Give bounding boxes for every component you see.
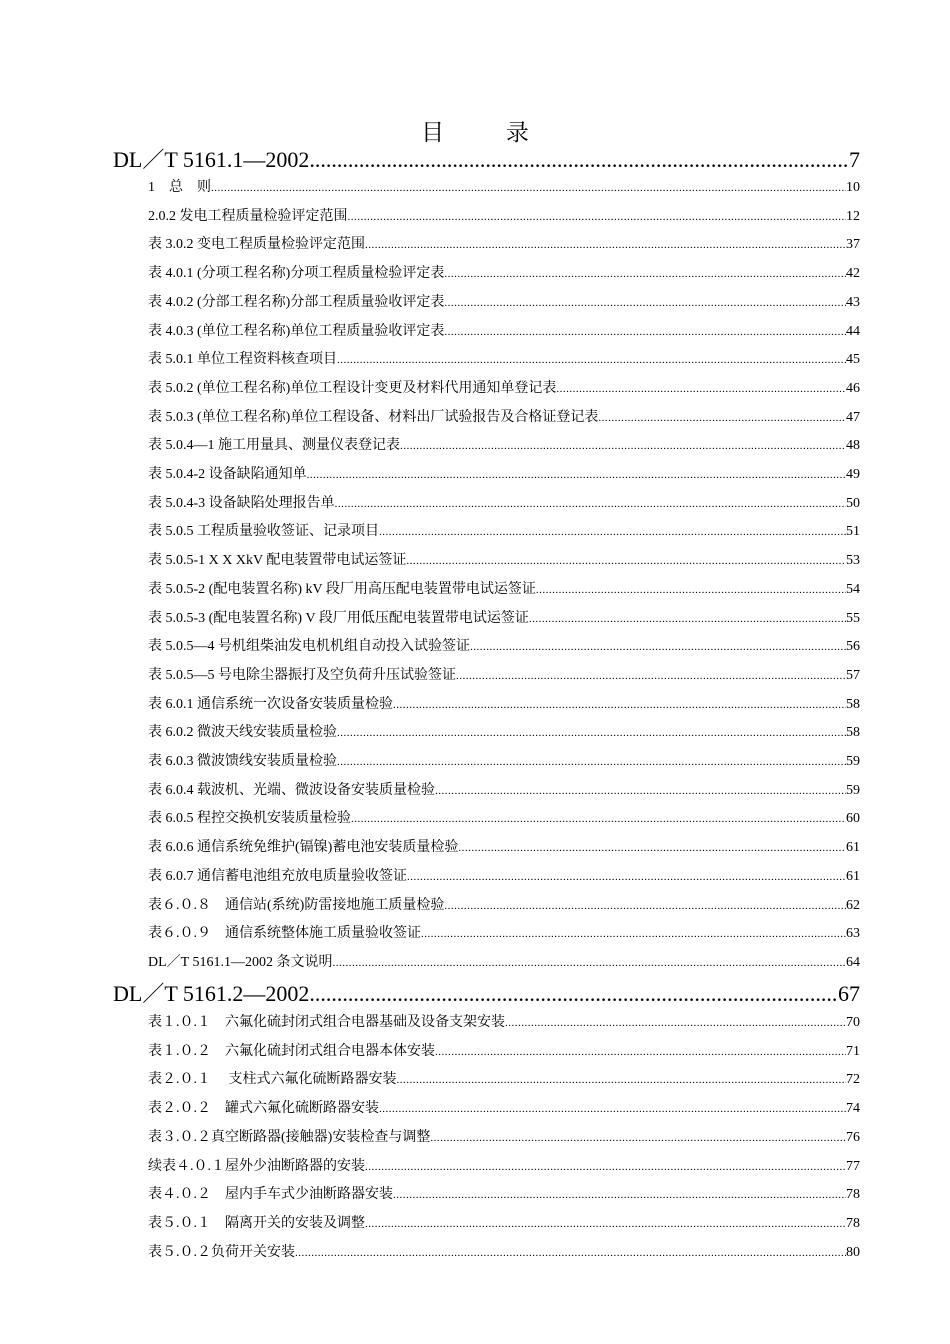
toc-entry[interactable] [148, 865, 860, 887]
toc-entry-label: 表５.０.２负荷开关安装 [148, 1245, 295, 1260]
dot-leader [397, 1074, 847, 1086]
toc-entry[interactable] [148, 492, 860, 514]
toc-entry[interactable] [148, 520, 860, 542]
dot-leader [295, 1247, 846, 1259]
dot-leader [456, 670, 846, 682]
toc-entry-page-number: 61 [846, 869, 860, 884]
toc-entry[interactable] [148, 434, 860, 456]
toc-entry-label: 表５.０.１ 隔离开关的安装及调整 [148, 1216, 365, 1231]
toc-entry-label: 表 6.0.2 微波天线安装质量检验 [148, 725, 337, 740]
toc-entry-page-number: 58 [846, 697, 860, 712]
toc-entry-label: DL／T 5161.1—2002 条文说明 [148, 955, 333, 970]
toc-entry[interactable] [148, 1011, 860, 1033]
toc-entry[interactable] [148, 1155, 860, 1177]
toc-entry[interactable] [148, 721, 860, 743]
toc-entry-label: 表１.０.１ 六氟化硫封闭式组合电器基础及设备支架安装 [148, 1015, 505, 1030]
dot-leader [505, 1017, 846, 1029]
toc-entry-page-number: 50 [846, 496, 860, 511]
toc-entry-page-number: 76 [846, 1130, 860, 1145]
dot-leader [393, 1189, 846, 1201]
toc-entry[interactable] [148, 578, 860, 600]
toc-entry[interactable] [148, 1068, 860, 1090]
dot-leader [430, 1132, 846, 1144]
toc-entry-page-number: 37 [846, 237, 860, 252]
toc-entry[interactable] [148, 664, 860, 686]
toc-entry-page-number: 59 [846, 754, 860, 769]
dot-leader [337, 727, 846, 739]
toc-entry-label: 续表４.０.１屋外少油断路器的安装 [148, 1159, 365, 1174]
toc-entry-label: 表２.０.１ 支柱式六氟化硫断路器安装 [148, 1072, 397, 1087]
toc-entry-page-number: 77 [846, 1159, 860, 1174]
dot-leader [393, 699, 846, 711]
dot-leader [444, 900, 846, 912]
toc-entry[interactable] [148, 1241, 860, 1263]
toc-entry[interactable] [148, 894, 860, 916]
toc-entry-label: 2.0.2 发电工程质量检验评定范围 [148, 209, 348, 224]
toc-entry-page-number: 63 [846, 926, 860, 941]
toc-entry[interactable] [148, 348, 860, 370]
dot-leader [337, 756, 846, 768]
toc-entry-page-number: 56 [846, 639, 860, 654]
toc-entry-page-number: 51 [846, 524, 860, 539]
toc-entry-page-number: 64 [846, 955, 860, 970]
toc-entry-label: 表 6.0.7 通信蓄电池组充放电质量验收签证 [148, 869, 407, 884]
toc-section-heading[interactable] [113, 143, 860, 171]
toc-entry[interactable] [148, 262, 860, 284]
toc-entry[interactable] [148, 750, 860, 772]
toc-entry[interactable] [148, 1183, 860, 1205]
dot-leader [444, 326, 846, 338]
toc-entry[interactable] [148, 1097, 860, 1119]
toc-entry-label: 表 5.0.1 单位工程资料核查项目 [148, 352, 337, 367]
toc-entry-page-number: 49 [846, 467, 860, 482]
dot-leader [365, 1218, 846, 1230]
toc-entry-label: 表 6.0.4 载波机、光端、微波设备安装质量检验 [148, 783, 435, 798]
toc-entry-page-number: 47 [846, 410, 860, 425]
toc-entry[interactable] [148, 922, 860, 944]
toc-entry-page-number: 48 [846, 438, 860, 453]
dot-leader [470, 641, 846, 653]
dot-leader [406, 555, 846, 567]
toc-entry[interactable] [148, 291, 860, 313]
toc-entry[interactable] [148, 549, 860, 571]
toc-entry-label: 表 4.0.1 (分项工程名称)分项工程质量检验评定表 [148, 266, 445, 281]
dot-leader [400, 440, 846, 452]
toc-entry-label: 表 4.0.2 (分部工程名称)分部工程质量验收评定表 [148, 295, 445, 310]
dot-leader [309, 147, 849, 173]
toc-entry-label: 表２.０.２ 罐式六氟化硫断路器安装 [148, 1101, 379, 1116]
toc-entry-page-number: 10 [846, 180, 860, 195]
toc-entry-label: 表 5.0.2 (单位工程名称)单位工程设计变更及材料代用通知单登记表 [148, 381, 557, 396]
toc-entry[interactable] [148, 463, 860, 485]
toc-entry[interactable] [148, 779, 860, 801]
toc-entry[interactable] [148, 205, 860, 227]
toc-entry[interactable] [148, 377, 860, 399]
toc-entry-label: 表 6.0.5 程控交换机安装质量检验 [148, 811, 351, 826]
dot-leader [307, 469, 846, 481]
toc-entry-page-number: 72 [846, 1072, 860, 1087]
toc-entry-page-number: 59 [846, 783, 860, 798]
dot-leader [332, 957, 846, 969]
toc-entry-page-number: 80 [846, 1245, 860, 1260]
toc-entry[interactable] [148, 320, 860, 342]
dot-leader [458, 842, 846, 854]
toc-entry[interactable] [148, 1126, 860, 1148]
dot-leader [407, 871, 846, 883]
toc-entry-page-number: 12 [846, 209, 860, 224]
toc-entry[interactable] [148, 1040, 860, 1062]
toc-section-heading-label: DL／T 5161.1—2002 [113, 147, 310, 172]
toc-entry[interactable] [148, 635, 860, 657]
toc-entry-label: 表 5.0.4-3 设备缺陷处理报告单 [148, 496, 335, 511]
dot-leader [598, 412, 846, 424]
toc-entry-label: 表 5.0.5 工程质量验收签证、记录项目 [148, 524, 379, 539]
toc-entry-label: 表 5.0.5-1 X X XkV 配电装置带电试运签证 [148, 553, 407, 568]
dot-leader [536, 584, 846, 596]
toc-entry[interactable] [148, 233, 860, 255]
dot-leader [556, 383, 846, 395]
toc-entry-page-number: 44 [846, 324, 860, 339]
dot-leader [435, 785, 846, 797]
dot-leader [335, 498, 846, 510]
toc-entry-page-number: 62 [846, 898, 860, 913]
toc-entry-label: 表 5.0.4—1 施工用量具、测量仪表登记表 [148, 438, 400, 453]
toc-entry-label: 表４.０.２ 屋内手车式少油断路器安装 [148, 1187, 393, 1202]
toc-entry-label: 表 3.0.2 变电工程质量检验评定范围 [148, 237, 365, 252]
dot-leader [351, 813, 846, 825]
dot-leader [211, 182, 846, 194]
toc-section-heading-page-number: 7 [849, 147, 860, 172]
toc-entry[interactable] [148, 1212, 860, 1234]
toc-entry-label: 表 5.0.5-2 (配电装置名称) kV 段厂用高压配电装置带电试运签证 [148, 582, 536, 597]
dot-leader [421, 928, 846, 940]
toc-entry-label: 表 5.0.5—4 号机组柴油发电机机组自动投入试验签证 [148, 639, 470, 654]
toc-entry-label: 表 5.0.4-2 设备缺陷通知单 [148, 467, 307, 482]
toc-entry[interactable] [148, 693, 860, 715]
dot-leader [444, 297, 846, 309]
dot-leader [435, 1046, 846, 1058]
toc-entry[interactable] [148, 607, 860, 629]
toc-section-heading[interactable] [113, 977, 860, 1005]
dot-leader [337, 354, 846, 366]
toc-entry-label: 表 5.0.5-3 (配电装置名称) V 段厂用低压配电装置带电试运签证 [148, 611, 529, 626]
toc-section-heading-page-number: 67 [838, 981, 860, 1006]
toc-entry[interactable] [148, 807, 860, 829]
dot-leader [379, 1103, 846, 1115]
toc-entry-label: 1 总 则 [148, 180, 211, 195]
toc-entry-page-number: 60 [846, 811, 860, 826]
toc-entry-page-number: 53 [846, 553, 860, 568]
toc-entry-label: 表 4.0.3 (单位工程名称)单位工程质量验收评定表 [148, 324, 445, 339]
toc-entry-label: 表６.０.９ 通信系统整体施工质量验收签证 [148, 926, 421, 941]
toc-entry-page-number: 43 [846, 295, 860, 310]
toc-entry-label: 表 6.0.1 通信系统一次设备安装质量检验 [148, 697, 393, 712]
toc-entry-page-number: 54 [846, 582, 860, 597]
toc-entry-label: 表 5.0.5—5 号电除尘器振打及空负荷升压试验签证 [148, 668, 456, 683]
toc-entry-page-number: 42 [846, 266, 860, 281]
toc-entry-page-number: 61 [846, 840, 860, 855]
toc-entry-page-number: 57 [846, 668, 860, 683]
toc-entry-page-number: 78 [846, 1216, 860, 1231]
toc-entry-label: 表 6.0.6 通信系统免维护(镉镍)蓄电池安装质量检验 [148, 840, 459, 855]
toc-entry-label: 表６.０.８ 通信站(系统)防雷接地施工质量检验 [148, 898, 445, 913]
dot-leader [379, 526, 846, 538]
dot-leader [444, 268, 846, 280]
toc-entry-page-number: 58 [846, 725, 860, 740]
toc-entry-page-number: 70 [846, 1015, 860, 1030]
toc-entry-label: 表１.０.２ 六氟化硫封闭式组合电器本体安装 [148, 1044, 435, 1059]
dot-leader [348, 211, 847, 223]
toc-section-heading-label: DL／T 5161.2—2002 [113, 981, 310, 1006]
toc-entry-page-number: 71 [846, 1044, 860, 1059]
dot-leader [365, 239, 846, 251]
toc-entry-label: 表 5.0.3 (单位工程名称)单位工程设备、材料出厂试验报告及合格证登记表 [148, 410, 599, 425]
toc-entry-page-number: 45 [846, 352, 860, 367]
dot-leader [529, 613, 846, 625]
toc-entry-page-number: 55 [846, 611, 860, 626]
toc-entry[interactable] [148, 951, 860, 973]
toc-entry-page-number: 78 [846, 1187, 860, 1202]
toc-entry[interactable] [148, 176, 860, 198]
dot-leader [309, 981, 838, 1007]
toc-entry-label: 表 6.0.3 微波馈线安装质量检验 [148, 754, 337, 769]
toc-entry[interactable] [148, 406, 860, 428]
toc-entry-label: 表３.０.２真空断路器(接触器)安装检查与调整 [148, 1130, 431, 1145]
toc-entry-page-number: 46 [846, 381, 860, 396]
toc-entry[interactable] [148, 836, 860, 858]
dot-leader [365, 1161, 846, 1173]
toc-title: 目 录 [421, 120, 557, 145]
toc-entry-page-number: 74 [846, 1101, 860, 1116]
